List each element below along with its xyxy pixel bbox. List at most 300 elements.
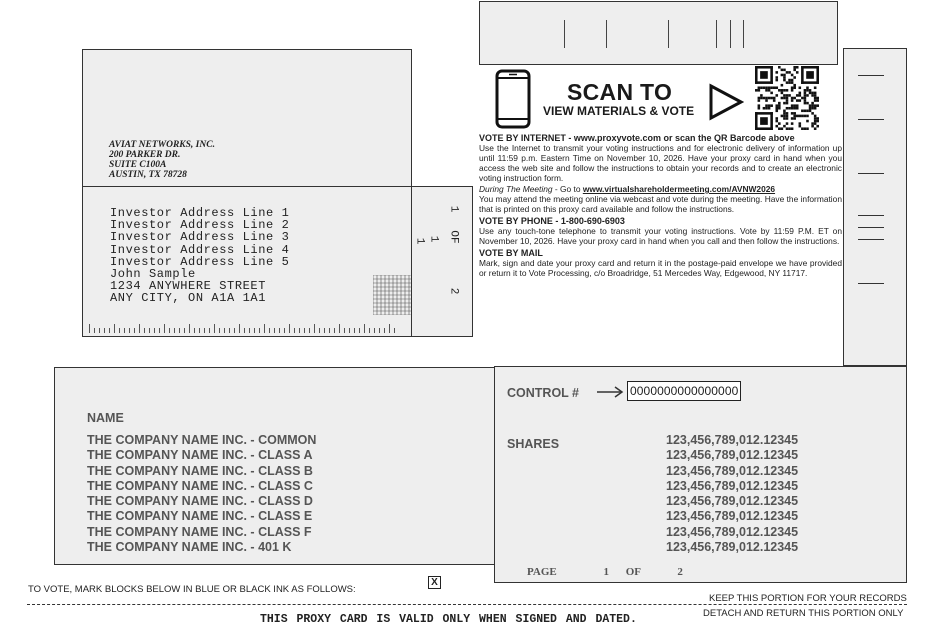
qr-module <box>786 71 789 74</box>
ruler-tick <box>374 328 375 333</box>
ruler-tick <box>394 328 395 333</box>
ruler-tick <box>379 328 380 333</box>
qr-module <box>768 89 771 92</box>
qr-module <box>799 92 802 95</box>
qr-module <box>816 66 819 84</box>
qr-module <box>796 66 799 69</box>
keep-portion-label: KEEP THIS PORTION FOR YOUR RECORDS <box>709 593 907 604</box>
page-total: 2 <box>677 566 683 578</box>
qr-module <box>786 89 789 92</box>
qr-module <box>755 89 758 92</box>
control-number: 0000000000000000 <box>627 381 741 401</box>
qr-module <box>778 107 781 110</box>
qr-module <box>793 107 796 110</box>
qr-module <box>793 97 796 100</box>
ruler-tick <box>149 328 150 333</box>
ruler-tick <box>239 324 240 333</box>
qr-module <box>765 99 768 102</box>
qr-module <box>763 86 766 89</box>
name-header: NAME <box>87 411 124 425</box>
qr-module <box>806 94 809 97</box>
ruler-tick <box>224 328 225 333</box>
ruler-tick <box>194 328 195 333</box>
qr-module <box>814 117 817 120</box>
qr-module <box>763 107 766 110</box>
qr-module <box>786 127 789 130</box>
qr-module <box>783 74 786 77</box>
qr-module <box>781 84 784 87</box>
ruler-tick <box>104 328 105 333</box>
page-of: OF <box>625 566 641 578</box>
mark-example-box: X <box>428 576 441 589</box>
qr-module <box>814 104 817 107</box>
side-page-a: 1 <box>447 205 460 213</box>
qr-module <box>783 94 786 97</box>
qr-module <box>806 86 809 89</box>
ruler-tick <box>294 328 295 333</box>
qr-module <box>809 110 812 113</box>
ruler-tick <box>359 328 360 333</box>
page-side-box <box>411 186 473 337</box>
page-label: PAGE <box>527 566 557 578</box>
qr-module <box>765 97 768 100</box>
ruler-tick <box>249 328 250 333</box>
share-value: 123,456,789,012.12345 <box>666 524 799 539</box>
investor-line: John Sample <box>110 267 196 282</box>
vote-meeting-body: You may attend the meeting online via webcast and vote during the meeting. Have the information that is printed on this proxy card available and follow the instructions. <box>479 194 842 214</box>
qr-module <box>773 86 776 89</box>
arrow-right-icon <box>596 385 624 399</box>
ruler-tick <box>144 328 145 333</box>
ruler-tick <box>259 328 260 333</box>
qr-module <box>765 86 768 89</box>
qr-module <box>786 122 789 125</box>
qr-module <box>778 102 781 105</box>
share-value: 123,456,789,012.12345 <box>666 540 799 555</box>
qr-module <box>806 102 809 105</box>
qr-module <box>806 110 809 113</box>
vote-internet-body: Use the Internet to transmit your voting instructions and for electronic delivery of information up until 11:59 p.m. Eastern Time on November 10, 2026. Have your proxy card in hand when you access the web site and follow the instructions to obtain your records and to create an electronic voting instruction form. <box>479 143 842 183</box>
qr-module <box>760 117 768 125</box>
qr-module <box>804 127 807 130</box>
ruler-tick <box>309 328 310 333</box>
meeting-label: During The Meeting <box>479 184 553 194</box>
ruler-tick <box>304 328 305 333</box>
qr-module <box>775 79 778 82</box>
ruler-tick <box>384 328 385 333</box>
ruler-tick <box>329 328 330 333</box>
vote-mail-body: Mark, sign and date your proxy card and return it in the postage-paid envelope we have provided or return it to Vote Processing, c/o Broadridge, 51 Mercedes Way, Edgewood, NY 11717. <box>479 258 842 278</box>
ruler-tick <box>229 328 230 333</box>
ruler-tick <box>184 328 185 333</box>
qr-module <box>765 104 768 107</box>
ruler-tick <box>339 324 340 333</box>
qr-module <box>814 86 817 89</box>
qr-module <box>811 94 814 97</box>
qr-module <box>804 115 807 118</box>
qr-module <box>816 120 819 123</box>
share-value: 123,456,789,012.12345 <box>666 478 799 493</box>
vote-mail-title: VOTE BY MAIL <box>479 248 543 258</box>
qr-module <box>806 115 809 118</box>
ruler-tick <box>139 324 140 333</box>
holding-name: THE COMPANY NAME INC. - COMMON <box>87 433 317 447</box>
qr-module <box>781 92 784 95</box>
company-name: AVIAT NETWORKS, INC. <box>109 140 215 150</box>
page-current: 1 <box>603 566 609 578</box>
qr-module <box>809 107 812 110</box>
right-side-strip <box>843 48 907 366</box>
company-city: AUSTIN, TX 78728 <box>109 170 187 180</box>
qr-module <box>801 110 804 113</box>
ruler-tick <box>119 328 120 333</box>
ruler-tick <box>279 328 280 333</box>
qr-module <box>814 92 817 95</box>
ruler-tick <box>274 328 275 333</box>
qr-module <box>773 99 776 102</box>
ruler-tick <box>129 328 130 333</box>
qr-module <box>758 104 761 107</box>
qr-module <box>791 79 794 82</box>
qr-module <box>758 86 761 89</box>
scan-title: SCAN TO <box>567 79 673 105</box>
qr-module <box>801 66 804 84</box>
qr-module <box>786 112 789 115</box>
qr-module <box>811 125 814 128</box>
control-shares-box <box>494 366 907 583</box>
qr-module <box>811 122 814 125</box>
qr-module <box>796 104 799 107</box>
qr-module <box>791 89 794 92</box>
qr-module <box>816 104 819 107</box>
qr-module <box>814 107 817 110</box>
qr-module <box>760 71 768 79</box>
ruler-tick <box>244 328 245 333</box>
share-value: 123,456,789,012.12345 <box>666 494 799 509</box>
qr-module <box>775 104 778 107</box>
qr-module <box>788 94 791 97</box>
qr-module <box>806 89 809 92</box>
qr-module <box>775 86 778 89</box>
qr-module <box>811 107 814 110</box>
qr-module <box>788 71 791 74</box>
ruler-ticks <box>89 323 399 333</box>
ruler-tick <box>99 328 100 333</box>
detach-cut-line <box>27 604 907 605</box>
qr-module <box>783 79 786 82</box>
qr-module <box>755 127 773 130</box>
qr-module <box>788 127 791 130</box>
qr-module <box>778 89 781 92</box>
qr-module <box>786 107 789 110</box>
qr-module <box>801 97 804 100</box>
qr-module <box>799 115 802 118</box>
qr-module <box>786 102 789 105</box>
holding-name: THE COMPANY NAME INC. - 401 K <box>87 540 292 555</box>
qr-module <box>804 110 807 113</box>
barcode-bar <box>564 20 565 48</box>
qr-module <box>804 89 807 92</box>
qr-module <box>775 117 778 120</box>
qr-module <box>799 94 802 97</box>
qr-module <box>801 127 804 130</box>
investor-line: 1234 ANYWHERE STREET <box>110 279 267 294</box>
qr-module <box>799 99 802 102</box>
qr-module <box>778 122 781 125</box>
qr-module <box>791 107 794 110</box>
ruler-tick <box>169 328 170 333</box>
qr-module <box>775 94 778 97</box>
qr-module <box>781 115 784 118</box>
page-indicator <box>527 566 683 578</box>
holdings-names-box <box>54 367 495 565</box>
qr-module <box>799 122 802 125</box>
investor-address-box <box>82 186 412 337</box>
investor-line: Investor Address Line 1 <box>110 206 290 220</box>
qr-module <box>783 117 786 120</box>
qr-module <box>793 76 796 79</box>
qr-module <box>796 71 799 74</box>
qr-module <box>778 104 781 107</box>
proxy-valid-notice: THIS PROXY CARD IS VALID ONLY WHEN SIGNED AND DATED. <box>260 613 637 626</box>
qr-module <box>783 89 786 92</box>
share-value: 123,456,789,012.12345 <box>666 433 799 447</box>
ruler-tick <box>349 328 350 333</box>
qr-module <box>773 97 776 100</box>
ruler-tick <box>219 328 220 333</box>
barcode-box <box>479 1 838 65</box>
scan-subtitle: VIEW MATERIALS & VOTE <box>543 104 695 118</box>
meeting-sep: - Go to <box>552 184 583 194</box>
ruler-tick <box>174 328 175 333</box>
shares-values <box>666 433 798 555</box>
qr-module <box>775 120 778 123</box>
ruler-tick <box>204 328 205 333</box>
ruler-tick <box>189 324 190 333</box>
ruler-tick <box>214 324 215 333</box>
qr-module <box>775 71 778 74</box>
ruler-tick <box>269 328 270 333</box>
ruler-tick <box>299 328 300 333</box>
qr-module <box>791 127 794 130</box>
ruler-tick <box>159 328 160 333</box>
qr-module <box>768 97 771 100</box>
qr-module <box>804 102 807 105</box>
qr-module <box>791 97 794 100</box>
qr-module <box>814 94 817 97</box>
qr-module <box>804 94 807 97</box>
qr-module <box>755 66 758 84</box>
qr-module <box>804 92 807 95</box>
qr-module <box>793 69 796 72</box>
investor-address <box>110 207 289 305</box>
qr-module <box>793 112 796 115</box>
ruler-tick <box>124 328 125 333</box>
qr-module <box>781 127 784 130</box>
ruler-tick <box>389 324 390 333</box>
qr-module <box>801 81 819 84</box>
qr-module <box>768 107 771 110</box>
qr-module <box>770 86 773 89</box>
ruler-tick <box>134 328 135 333</box>
qr-module <box>770 104 773 107</box>
qr-module <box>783 97 786 100</box>
qr-module <box>768 104 771 107</box>
ruler-tick <box>264 324 265 333</box>
qr-module <box>801 115 804 118</box>
ruler-tick <box>234 328 235 333</box>
holding-name: THE COMPANY NAME INC. - CLASS A <box>87 448 313 463</box>
barcode-bar <box>668 20 669 48</box>
ruler-tick <box>199 328 200 333</box>
qr-module <box>755 112 773 115</box>
qr-module <box>760 94 763 97</box>
ruler-tick <box>289 324 290 333</box>
ruler-tick <box>114 324 115 333</box>
return-address-box <box>82 49 412 189</box>
holding-name: THE COMPANY NAME INC. - CLASS B <box>87 463 313 478</box>
qr-module <box>781 89 784 92</box>
qr-module <box>760 97 763 100</box>
qr-module <box>786 115 789 118</box>
holding-name: THE COMPANY NAME INC. - CLASS D <box>87 494 313 509</box>
qr-module <box>806 71 814 79</box>
qr-module <box>793 117 796 120</box>
ruler-tick <box>344 328 345 333</box>
qr-module <box>781 69 784 72</box>
meeting-url-link[interactable]: www.virtualshareholdermeeting.com/AVNW2026 <box>582 184 776 194</box>
company-street: 200 PARKER DR. <box>109 150 181 160</box>
qr-module <box>796 107 799 110</box>
holdings-name-list <box>87 433 316 555</box>
qr-module <box>786 99 789 102</box>
ruler-tick <box>154 328 155 333</box>
ruler-tick <box>284 328 285 333</box>
qr-module <box>809 92 812 95</box>
qr-module <box>806 127 809 130</box>
play-arrow-icon <box>708 83 744 121</box>
ruler-tick <box>354 328 355 333</box>
holding-name: THE COMPANY NAME INC. - CLASS E <box>87 509 313 524</box>
qr-module <box>770 97 773 100</box>
qr-module <box>788 79 791 82</box>
qr-module <box>783 115 786 118</box>
qr-module <box>778 66 781 69</box>
qr-module <box>793 104 796 107</box>
vote-instructions <box>479 133 842 278</box>
qr-module <box>793 84 796 87</box>
qr-module <box>814 115 817 118</box>
qr-module <box>793 66 796 69</box>
qr-module <box>796 94 799 97</box>
qr-module <box>755 112 758 130</box>
qr-module <box>770 112 773 130</box>
qr-module <box>804 97 807 100</box>
qr-module <box>781 97 784 100</box>
qr-module <box>791 104 794 107</box>
qr-module <box>791 112 794 115</box>
side-page-b: 2 <box>447 287 460 295</box>
ruler-tick <box>109 328 110 333</box>
phone-icon <box>495 69 531 129</box>
qr-module <box>765 89 768 92</box>
holding-name: THE COMPANY NAME INC. - CLASS F <box>87 524 312 539</box>
qr-module <box>755 66 773 69</box>
qr-module <box>786 117 789 120</box>
detach-portion-label: DETACH AND RETURN THIS PORTION ONLY <box>703 608 904 619</box>
ruler-tick <box>314 324 315 333</box>
qr-module <box>811 92 814 95</box>
qr-module <box>799 125 802 128</box>
qr-module <box>783 110 786 113</box>
qr-module <box>763 97 766 100</box>
qr-module <box>791 122 794 125</box>
holding-name: THE COMPANY NAME INC. - CLASS C <box>87 478 313 493</box>
ruler-tick <box>369 328 370 333</box>
qr-module <box>760 86 763 89</box>
qr-module <box>811 102 814 105</box>
ruler-tick <box>164 324 165 333</box>
share-value: 123,456,789,012.12345 <box>666 509 799 524</box>
qr-module <box>786 81 789 84</box>
qr-module <box>765 107 768 110</box>
qr-module <box>796 99 799 102</box>
qr-module <box>775 110 778 113</box>
control-label: CONTROL # <box>507 386 579 400</box>
qr-module <box>814 99 817 102</box>
qr-module <box>755 81 773 84</box>
qr-module <box>814 97 817 100</box>
barcode-bar <box>606 20 607 48</box>
qr-module <box>811 104 814 107</box>
qr-module <box>758 97 761 100</box>
ruler-tick <box>319 328 320 333</box>
side-page-of: OF <box>447 230 460 244</box>
qr-module <box>783 112 786 115</box>
share-value: 123,456,789,012.12345 <box>666 463 799 478</box>
qr-module <box>781 74 784 77</box>
qr-module <box>814 120 817 123</box>
qr-module <box>770 66 773 84</box>
ruler-tick <box>209 328 210 333</box>
qr-module <box>775 107 778 110</box>
barcode-bar <box>730 20 731 48</box>
qr-module <box>799 86 802 89</box>
qr-module <box>783 69 786 72</box>
qr-module <box>788 107 791 110</box>
investor-line: Investor Address Line 4 <box>110 242 290 257</box>
qr-module <box>758 107 761 110</box>
qr-module <box>783 125 786 128</box>
qr-module <box>816 97 819 100</box>
qr-module <box>768 86 771 89</box>
qr-module <box>804 99 807 102</box>
qr-module <box>816 125 819 128</box>
ruler-tick <box>94 328 95 333</box>
qr-module <box>793 86 796 89</box>
barcode-bar <box>716 20 717 48</box>
qr-module <box>793 115 796 118</box>
qr-module <box>791 117 794 120</box>
investor-line: ANY CITY, ON A1A 1A1 <box>110 291 267 306</box>
qr-module <box>809 89 812 92</box>
qr-module <box>775 76 778 79</box>
qr-module <box>816 117 819 120</box>
qr-module <box>791 81 794 84</box>
qr-module <box>801 66 819 69</box>
side-page-d: 1 <box>413 237 426 245</box>
qr-module <box>783 102 786 105</box>
